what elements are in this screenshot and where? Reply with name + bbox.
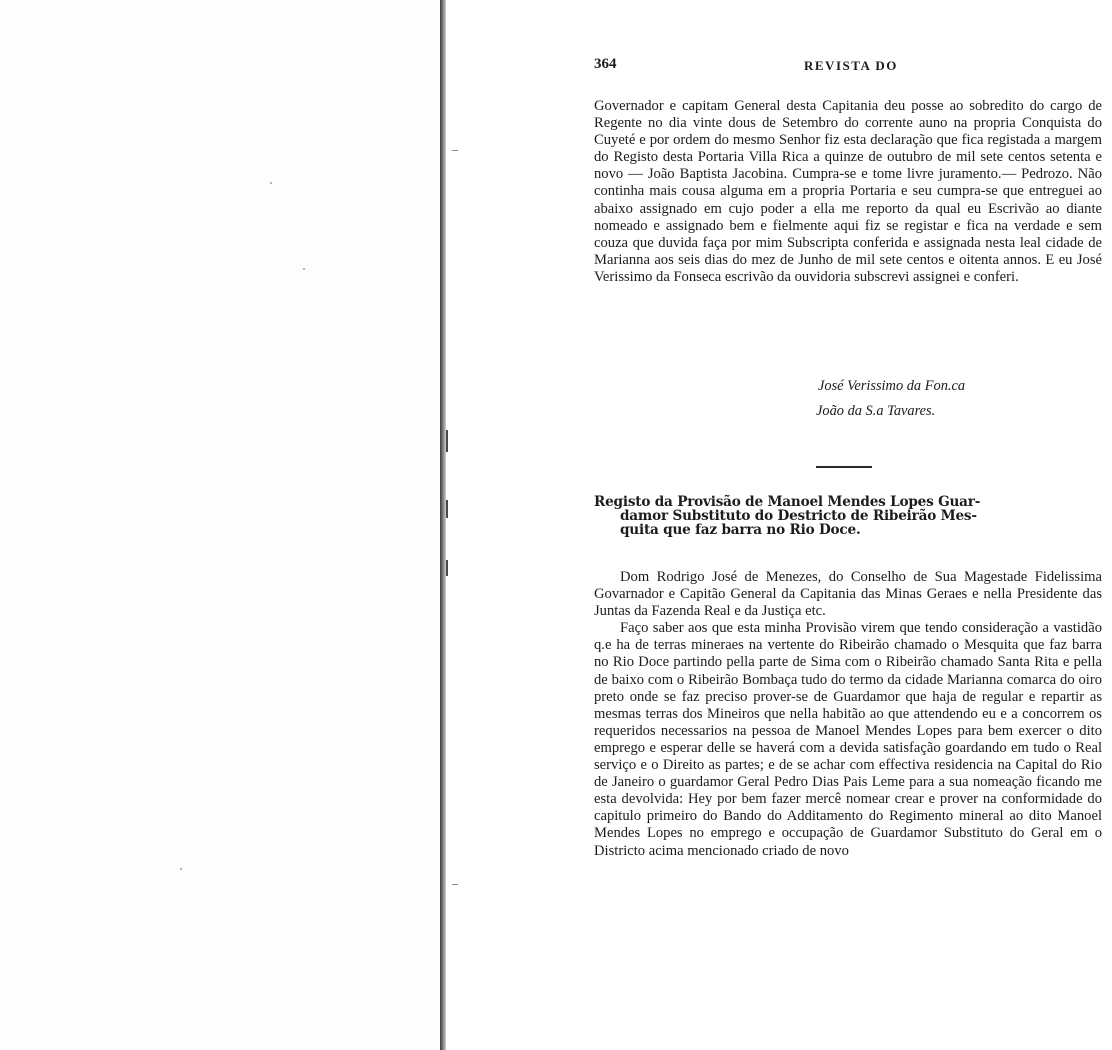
section-heading-line: damor Substituto do Destricto de Ribeirão Mes-	[620, 507, 977, 524]
blank-facing-page	[0, 0, 440, 1050]
continued-paragraph: Governador e capitam General desta Capitania deu posse ao sobredito do cargo de Regente no dia vinte dous de Setembro do corrente auno na propria Conquista do Cuyeté e por ordem do mesmo Senhor fiz esta declaração que fica registada a margem do Registo desta Portaria Villa Rica a quinze de outubro de mil sete centos setenta e novo — João Baptista Jacobina. Cumpra-se e tome livre juramento.— Pedrozo. Não continha mais cousa alguma em a propria Portaria e seu cumpra-se que entreguei ao abaixo assignado em cujo poder a ella me reporto da qual eu Escrivão ao diante nomeado e assignado bem e fielmente aqui fiz se registar e fica na verdade e sem couza que duvida faça por mim Subscripta conferida e assignada nesta leal cidade de Marianna aos seis dias do mez de Junho de mil sete centos e oitenta annos. E eu José Verissimo da Fonseca escrivão da ouvidoria subscrevi assignei e conferi.	[594, 98, 1102, 285]
margin-mark	[452, 150, 458, 151]
body-paragraph: Faço saber aos que esta minha Provisão virem que tendo consideração a vastidão q.e ha de terras mineraes na vertente do Ribeirão chamado o Mesquita que faz barra no Rio Doce partindo pella parte de Sima com o Ribeirão chamado Santa Rita e pella de baixo com o Ribeirão Bombaça tudo do termo da cidade Marianna comarca do oiro preto onde se faz preciso prover-se de Guardamor que haja de regular e repartir as mesmas terras dos Mineiros que nella habitão ao que attendendo eu e a concorrem os requeridos necessarios na pessoa de Manoel Mendes Lopes para bem exercer o dito emprego e esperar delle se haverá com a devida satisfação goardando em tudo o Real serviço e o Direito as partes; e de se achar com effectiva residencia na Capital do Rio de Janeiro o guardamor Geral Pedro Dias Pais Leme para a sua nomeação ficando me esta devolvida: Hey por bem fazer mercê nomear crear e prover na conformidade do capitulo primeiro do Bando do Additamento do Regimento mineral ao dito Manoel Mendes Lopes no emprego e occupação de Guardamor Substituto do Geral em o Districto acima mencionado criado de novo	[594, 620, 1102, 859]
margin-mark	[452, 884, 458, 885]
signature-block	[816, 374, 965, 424]
section-heading-line: Registo da Provisão de Manoel Mendes Lopes Guar-	[594, 494, 981, 510]
section-heading	[594, 496, 1102, 537]
paper-speck	[303, 268, 305, 270]
book-gutter	[440, 0, 446, 1050]
section-heading-line: quita que faz barra no Rio Doce.	[620, 521, 861, 538]
paper-speck	[270, 182, 272, 184]
paper-speck	[180, 868, 182, 870]
section-divider	[816, 466, 872, 468]
running-head: REVISTA DO	[804, 58, 898, 73]
continued-text-block	[594, 98, 1102, 286]
page-number: 364	[594, 56, 617, 72]
signature-line: José Verissimo da Fon.ca	[818, 378, 966, 394]
body-paragraph: Dom Rodrigo José de Menezes, do Conselho de Sua Magestade Fidelissima Govarnador e Capitão General da Capitania das Minas Geraes e nella Presidente das Juntas da Fazenda Real e da Justiça etc.	[594, 569, 1102, 620]
signature-line: João da S.a Tavares.	[816, 403, 936, 419]
page-header	[594, 56, 1102, 78]
provision-text-block	[594, 569, 1102, 860]
